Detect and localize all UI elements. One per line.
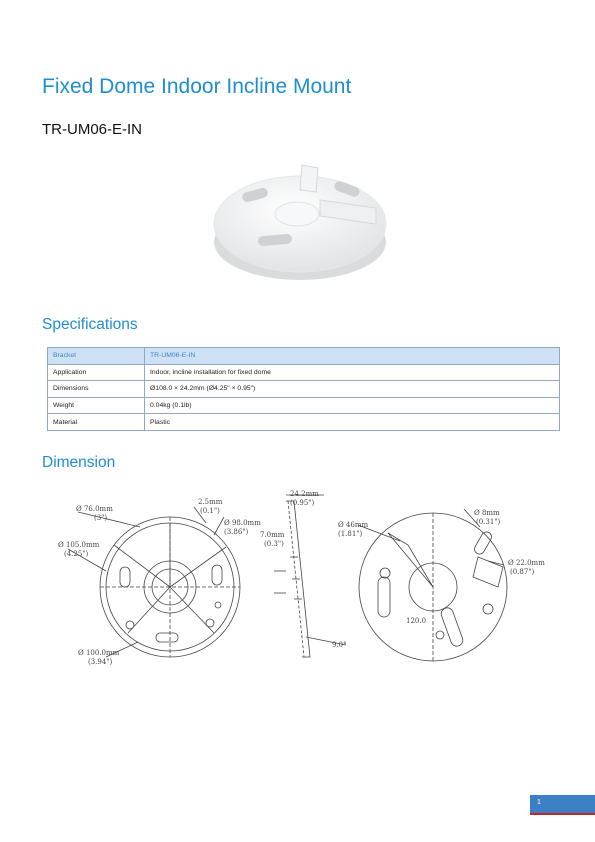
table-row	[48, 414, 560, 431]
table-row	[48, 397, 560, 414]
row-value: Indoor, incline installation for fixed dome	[145, 364, 560, 381]
dim-label: (1.81")	[338, 530, 363, 538]
dim-label: (3")	[94, 514, 108, 522]
dimension-drawing	[48, 487, 560, 670]
dim-label: 9.0°	[332, 641, 347, 649]
dim-label: (3.94")	[88, 658, 113, 666]
row-label: Application	[48, 364, 145, 381]
dimension-heading: Dimension	[42, 454, 116, 471]
dim-label: 24.2mm	[290, 490, 319, 498]
dim-label: (0.87")	[510, 568, 535, 576]
dim-label: 120.0	[406, 617, 427, 625]
column-header: Bracket	[48, 348, 145, 365]
dim-label: (4.25")	[64, 550, 89, 558]
row-label: Material	[48, 414, 145, 431]
table-header-row	[48, 348, 560, 365]
dim-label: 2.5mm	[198, 498, 223, 506]
dim-label: (0.31")	[476, 518, 501, 526]
row-label: Dimensions	[48, 381, 145, 398]
dim-label: (0.95")	[290, 499, 315, 507]
table-row	[48, 364, 560, 381]
dim-label: Ø 76.0mm	[76, 505, 113, 513]
dim-label: (3.86")	[224, 528, 249, 536]
page-title: Fixed Dome Indoor Incline Mount	[42, 75, 352, 98]
row-value: Plastic	[145, 414, 560, 431]
row-value: Ø108.0 × 24.2mm (Ø4.25" × 0.95")	[145, 381, 560, 398]
dim-label: (0.1")	[200, 507, 220, 515]
column-header: TR-UM06-E-IN	[145, 348, 560, 365]
specifications-table	[47, 347, 560, 431]
table-row	[48, 381, 560, 398]
dim-label: Ø 22.0mm	[508, 559, 545, 567]
dim-label: Ø 8mm	[474, 509, 500, 517]
product-photo	[200, 150, 400, 290]
specifications-heading: Specifications	[42, 316, 138, 333]
row-label: Weight	[48, 397, 145, 414]
row-value: 0.04kg (0.1lb)	[145, 397, 560, 414]
model-number: TR-UM06-E-IN	[42, 121, 142, 138]
dim-label: Ø 98.0mm	[224, 519, 261, 527]
dim-label: Ø 105.0mm	[58, 541, 100, 549]
dim-label: Ø 46mm	[338, 521, 369, 529]
dim-label: 7.0mm	[260, 531, 285, 539]
page-footer	[530, 795, 595, 815]
page-number: 1	[537, 799, 541, 806]
dim-label: (0.3")	[264, 540, 284, 548]
dim-label: Ø 100.0mm	[78, 649, 120, 657]
